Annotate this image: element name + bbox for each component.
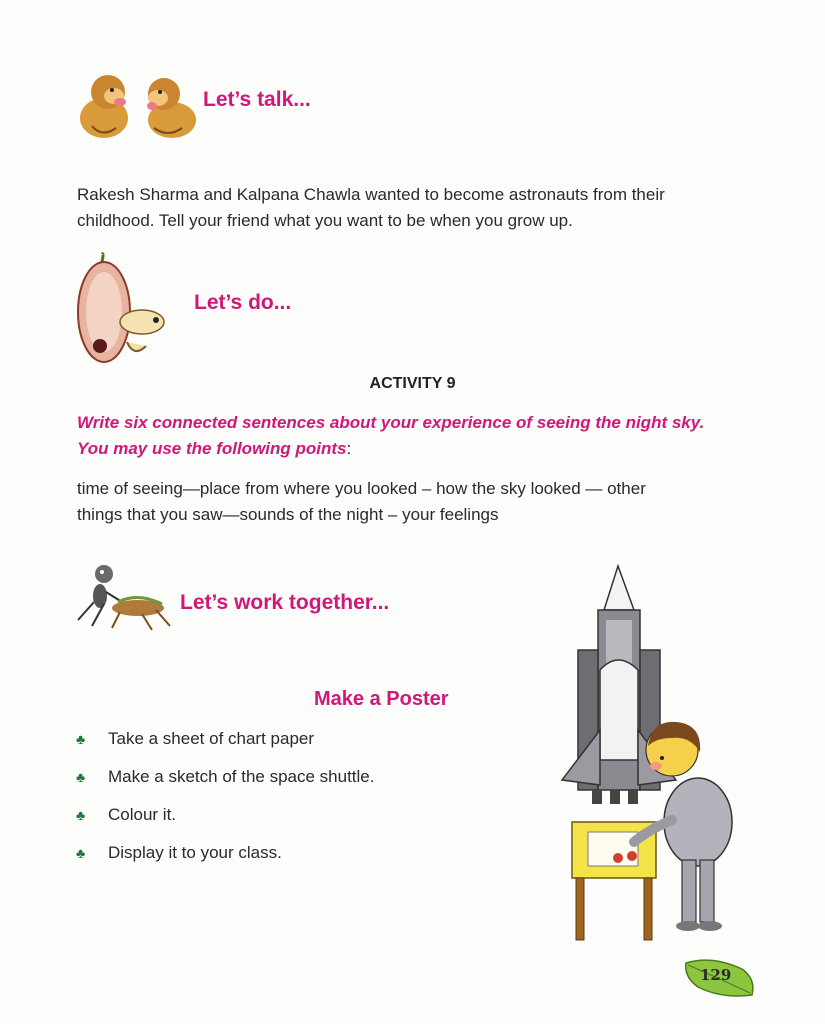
club-bullet-icon: ♣ [76,731,86,747]
talk-paragraph-line: childhood. Tell your friend what you want to be when you grow up. [77,211,573,230]
ant-and-grasshopper-icon [72,562,172,634]
poster-title: Make a Poster [314,688,449,710]
list-item [76,720,374,758]
step-text: Take a sheet of chart paper [108,729,315,748]
child-drawing-space-shuttle-illustration [548,560,748,950]
list-item [76,834,374,872]
talk-paragraph [77,182,777,234]
lets-work-together-heading: Let’s work together... [180,591,390,614]
step-text: Display it to your class. [108,843,282,862]
activity-points [77,476,797,528]
points-line: things that you saw—sounds of the night – your feelings [77,505,499,524]
instruction-line [77,436,797,462]
talk-paragraph-line: Rakesh Sharma and Kalpana Chawla wanted to become astronauts from their [77,185,665,204]
step-text: Make a sketch of the space shuttle. [108,767,375,786]
step-text: Colour it. [108,805,177,824]
poster-steps-list [76,720,374,872]
papaya-and-bird-icon [72,250,182,365]
list-item [76,796,374,834]
instruction-line-text: You may use the following points [77,439,347,458]
two-monkeys-talking-icon [72,66,202,146]
list-item [76,758,374,796]
lets-talk-heading: Let’s talk... [203,88,311,111]
club-bullet-icon: ♣ [76,845,86,861]
instruction-colon: : [346,439,352,458]
instruction-line: Write six connected sentences about your experience of seeing the night sky. [77,413,705,432]
page-number: 129 [700,966,732,984]
lets-do-heading: Let’s do... [194,291,292,314]
points-line: time of seeing—place from where you looked – how the sky looked — other [77,479,646,498]
club-bullet-icon: ♣ [76,769,86,785]
activity-title: ACTIVITY 9 [369,375,456,392]
club-bullet-icon: ♣ [76,807,86,823]
activity-instruction [77,410,797,462]
